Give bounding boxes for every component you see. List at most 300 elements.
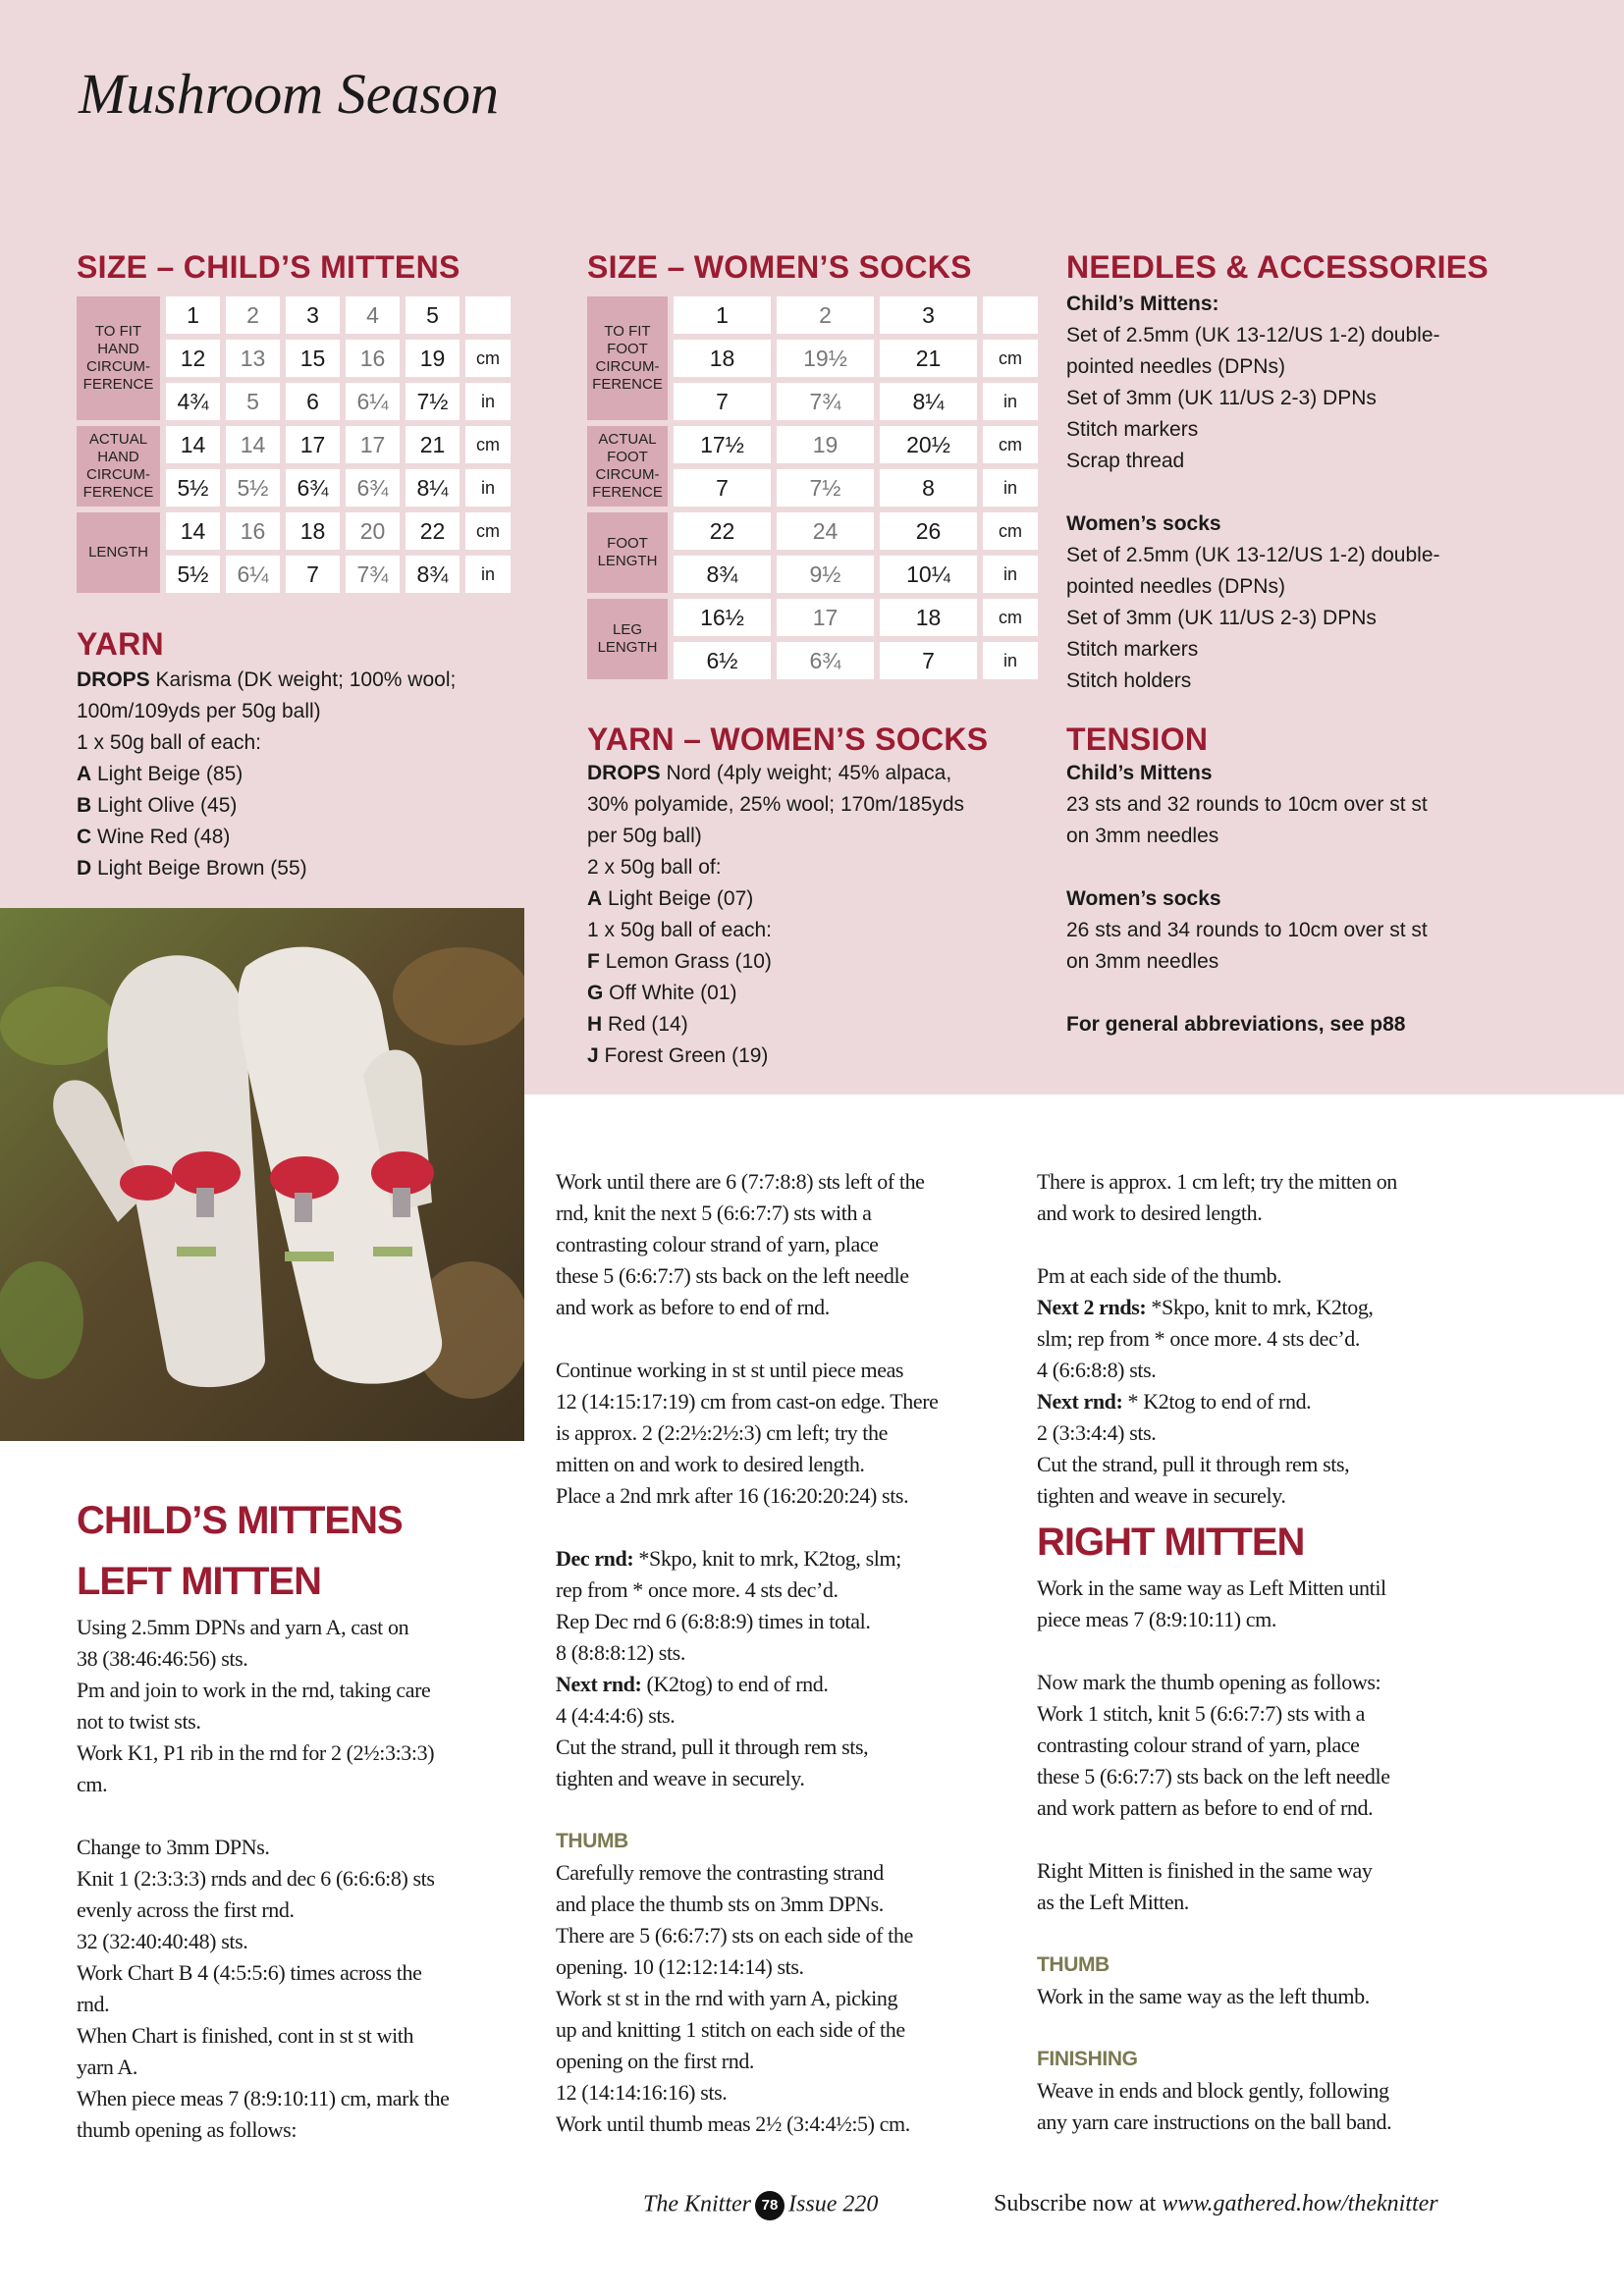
size-value-cell: 7 (674, 469, 771, 507)
tension-heading: TENSION (1066, 721, 1209, 757)
text-line (1037, 1417, 1498, 1449)
line-text: Weave in ends and block gently, following (1037, 2078, 1389, 2103)
bold-term: A (77, 763, 92, 785)
line-text: Now mark the thumb opening as follows: (1037, 1670, 1381, 1694)
line-text: When Chart is finished, cont in st st with (77, 2023, 414, 2048)
text-line (556, 1198, 1017, 1229)
text-line (1066, 821, 1428, 852)
text-line (1037, 1355, 1498, 1386)
magazine-name: The Knitter (643, 2191, 752, 2217)
size-value-cell: 2 (777, 296, 874, 334)
text-line (1066, 383, 1440, 414)
bold-term: For general abbreviations, see p88 (1066, 1013, 1406, 1036)
line-text: Using 2.5mm DPNs and yarn A, cast on (77, 1615, 409, 1639)
line-text: Scrap thread (1066, 450, 1185, 472)
line-text: opening on the first rnd. (556, 2049, 755, 2073)
line-text: and work as before to end of rnd. (556, 1295, 830, 1319)
footer-issue (643, 2191, 878, 2220)
text-line (77, 2020, 538, 2052)
size-value-cell: 17½ (674, 426, 771, 463)
text-line (77, 696, 456, 727)
size-value-cell: 8¾ (674, 556, 771, 593)
text-line (1037, 1730, 1498, 1761)
size-socks-heading: SIZE – WOMEN’S SOCKS (587, 249, 972, 285)
line-text: Red (14) (602, 1013, 688, 1036)
bold-term: Women’s socks (1066, 887, 1221, 910)
text-line (587, 821, 964, 852)
size-value-cell: 5½ (226, 469, 280, 507)
text-line (1037, 1198, 1498, 1229)
line-text: these 5 (6:6:7:7) sts back on the left needle (1037, 1764, 1390, 1789)
text-line (77, 1895, 538, 1926)
line-text: Knit 1 (2:3:3:3) rnds and dec 6 (6:6:6:8) sts (77, 1866, 435, 1891)
line-text: 2 x 50g ball of: (587, 856, 722, 879)
size-value-cell: 8¼ (406, 469, 460, 507)
line-text: Rep Dec rnd 6 (6:8:8:9) times in total. (556, 1609, 871, 1633)
text-line (1037, 1386, 1498, 1417)
line-text: is approx. 2 (2:2½:2½:3) cm left; try the (556, 1420, 888, 1445)
text-line (556, 1292, 1017, 1323)
text-line (1066, 634, 1440, 666)
size-value-cell: 17 (777, 599, 874, 636)
text-line (1037, 1166, 1498, 1198)
text-line (556, 1637, 1017, 1669)
line-text: 12 (14:14:16:16) sts. (556, 2080, 728, 2105)
line-text: Stitch markers (1066, 418, 1199, 441)
text-line (587, 978, 964, 1009)
size-value-cell: 20½ (880, 426, 977, 463)
line-text: Forest Green (19) (598, 1044, 769, 1067)
size-value-cell: 1 (674, 296, 771, 334)
text-line (1066, 351, 1440, 383)
line-text: When piece meas 7 (8:9:10:11) cm, mark the (77, 2086, 450, 2110)
line-text: on 3mm needles (1066, 825, 1219, 847)
line-text: Karisma (DK weight; 100% wool; (149, 668, 457, 691)
text-line (556, 2014, 1017, 2046)
text-line (1066, 446, 1440, 477)
line-text: Light Beige Brown (55) (91, 857, 307, 880)
size-value-cell: 14 (166, 512, 220, 550)
size-value-cell: 24 (777, 512, 874, 550)
size-value-cell: 5½ (166, 556, 220, 593)
size-value-cell: 6¼ (346, 383, 400, 420)
text-line (556, 1260, 1017, 1292)
line-text: these 5 (6:6:7:7) sts back on the left needle (556, 1263, 909, 1288)
line-text: Work Chart B 4 (4:5:5:6) times across the (77, 1960, 422, 1985)
bold-term: Dec rnd: (556, 1546, 634, 1571)
size-value-cell: 7 (286, 556, 340, 593)
size-value-cell: 19 (777, 426, 874, 463)
bold-term: DROPS (587, 762, 661, 784)
size-value-cell: 8¼ (880, 383, 977, 420)
size-socks-table (587, 296, 1038, 679)
line-text: as the Left Mitten. (1037, 1890, 1189, 1914)
line-text: Work K1, P1 rib in the rnd for 2 (2½:3:3:3) (77, 1740, 435, 1765)
line-text: Continue working in st st until piece meas (556, 1358, 904, 1382)
size-value-cell: 5 (406, 296, 460, 334)
bold-term: G (587, 982, 604, 1004)
bold-term: DROPS (77, 668, 150, 691)
size-row-label: ACTUAL HAND CIRCUM- FERENCE (77, 426, 160, 507)
line-text: (K2tog) to end of rnd. (641, 1672, 829, 1696)
line-text: Work in the same way as Left Mitten until (1037, 1575, 1386, 1600)
text-line (556, 1480, 1017, 1512)
size-value-cell: 3 (880, 296, 977, 334)
unit-cell: cm (465, 512, 511, 550)
text-line (556, 1669, 1017, 1700)
line-text: 2 (3:3:4:4) sts. (1037, 1420, 1157, 1445)
text-line (587, 946, 964, 978)
size-value-cell: 21 (880, 340, 977, 377)
pattern-column-2 (556, 1166, 1017, 2140)
line-text: * K2tog to end of rnd. (1122, 1389, 1312, 1414)
line-text: any yarn care instructions on the ball band. (1037, 2109, 1392, 2134)
size-value-cell: 1 (166, 296, 220, 334)
bold-term: Women’s socks (1066, 512, 1221, 535)
size-value-cell: 16 (346, 340, 400, 377)
text-line (1066, 320, 1440, 351)
text-line (77, 1926, 538, 1957)
size-value-cell: 16½ (674, 599, 771, 636)
text-line (556, 2046, 1017, 2077)
line-text: pointed needles (DPNs) (1066, 355, 1285, 378)
text-line (587, 915, 964, 946)
line-text: Work 1 stitch, knit 5 (6:6:7:7) sts with a (1037, 1701, 1366, 1726)
unit-cell: in (983, 383, 1038, 420)
text-line (556, 1543, 1017, 1575)
text-line (1066, 603, 1440, 634)
size-value-cell: 2 (226, 296, 280, 334)
size-value-cell: 17 (346, 426, 400, 463)
size-value-cell: 7½ (406, 383, 460, 420)
line-text: Work in the same way as the left thumb. (1037, 1984, 1370, 2008)
line-text: per 50g ball) (587, 825, 702, 847)
size-value-cell: 18 (674, 340, 771, 377)
bold-term: Next rnd: (1037, 1389, 1123, 1414)
bold-term: B (77, 794, 92, 817)
page-title: Mushroom Season (79, 62, 500, 126)
text-line (556, 1951, 1017, 1983)
bold-term: Child’s Mittens (1066, 762, 1213, 784)
line-text: rnd, knit the next 5 (6:6:7:7) sts with a (556, 1201, 872, 1225)
text-line (77, 1832, 538, 1863)
size-value-cell: 6¾ (286, 469, 340, 507)
blank-line (1037, 1635, 1498, 1667)
line-text: tighten and weave in securely. (556, 1766, 805, 1790)
line-text: Set of 3mm (UK 11/US 2-3) DPNs (1066, 387, 1377, 409)
size-value-cell: 3 (286, 296, 340, 334)
size-value-cell: 20 (346, 512, 400, 550)
line-text: opening. 10 (12:12:14:14) sts. (556, 1954, 804, 1979)
size-mittens-table (77, 296, 511, 593)
unit-cell: in (983, 469, 1038, 507)
text-line (77, 1737, 538, 1769)
size-value-cell: 8 (880, 469, 977, 507)
size-value-cell: 19 (406, 340, 460, 377)
section-heading: LEFT MITTEN (77, 1560, 321, 1603)
size-value-cell: 7¾ (346, 556, 400, 593)
line-text: Pm and join to work in the rnd, taking care (77, 1678, 431, 1702)
text-line (1037, 1667, 1498, 1698)
line-text: tighten and weave in securely. (1037, 1483, 1286, 1508)
text-line (77, 853, 456, 884)
blank-line (77, 1800, 538, 1832)
line-text: Cut the strand, pull it through rem sts, (1037, 1452, 1350, 1476)
bold-term: Child’s Mittens: (1066, 293, 1219, 315)
text-line (77, 727, 456, 759)
pattern-column-1 (77, 1490, 538, 2146)
line-text: Work until thumb meas 2½ (3:4:4½:5) cm. (556, 2111, 910, 2136)
text-line (556, 1983, 1017, 2014)
line-text: 12 (14:15:17:19) cm from cast-on edge. There (556, 1389, 939, 1414)
text-line (77, 665, 456, 696)
bold-term: A (587, 887, 603, 910)
line-text: *Skpo, knit to mrk, K2tog, slm; (633, 1546, 901, 1571)
line-text: There is approx. 1 cm left; try the mitten on (1037, 1169, 1397, 1194)
text-line (1037, 1981, 1498, 2012)
text-line (1037, 1260, 1498, 1292)
unit-cell (465, 296, 511, 334)
line-text: and place the thumb sts on 3mm DPNs. (556, 1892, 884, 1916)
text-line (77, 1769, 538, 1800)
text-line (77, 1957, 538, 1989)
line-text: 1 x 50g ball of each: (587, 919, 772, 941)
subscribe-text: Subscribe now at (994, 2191, 1157, 2216)
size-value-cell: 15 (286, 340, 340, 377)
text-line (1037, 1573, 1498, 1604)
size-value-cell: 16 (226, 512, 280, 550)
unit-cell: cm (983, 512, 1038, 550)
line-text: 4 (6:6:8:8) sts. (1037, 1358, 1157, 1382)
text-line (556, 1732, 1017, 1763)
text-line (587, 758, 964, 789)
text-line (587, 852, 964, 883)
text-line (1066, 571, 1440, 603)
size-value-cell: 4¾ (166, 383, 220, 420)
size-value-cell: 9½ (777, 556, 874, 593)
line-text: thumb opening as follows: (77, 2117, 298, 2142)
text-line (1037, 1698, 1498, 1730)
size-value-cell: 4 (346, 296, 400, 334)
line-text: There are 5 (6:6:7:7) sts on each side of the (556, 1923, 913, 1948)
size-row-label: LENGTH (77, 512, 160, 593)
size-value-cell: 10¼ (880, 556, 977, 593)
section-heading: CHILD’S MITTENS (77, 1499, 403, 1542)
size-value-cell: 19½ (777, 340, 874, 377)
size-value-cell: 22 (674, 512, 771, 550)
text-line (1066, 414, 1440, 446)
text-line (556, 1166, 1017, 1198)
unit-cell: cm (983, 426, 1038, 463)
size-value-cell: 7½ (777, 469, 874, 507)
line-text: evenly across the first rnd. (77, 1897, 295, 1922)
line-text: Lemon Grass (10) (599, 950, 772, 973)
needles-list (1066, 289, 1440, 697)
text-line (77, 759, 456, 790)
mittens-photo (0, 908, 524, 1441)
size-row-label: LEG LENGTH (587, 599, 668, 679)
line-text: 30% polyamide, 25% wool; 170m/185yds (587, 793, 965, 816)
text-line (1066, 666, 1440, 697)
size-value-cell: 6¾ (777, 642, 874, 679)
line-text: Work until there are 6 (7:7:8:8) sts left of the (556, 1169, 925, 1194)
text-line (1037, 1480, 1498, 1512)
size-value-cell: 6¾ (346, 469, 400, 507)
text-line (1037, 2107, 1498, 2138)
blank-line (1037, 1918, 1498, 1949)
size-row-label: ACTUAL FOOT CIRCUM- FERENCE (587, 426, 668, 507)
blank-line (1037, 2012, 1498, 2044)
text-line (77, 1612, 538, 1643)
issue-number: Issue 220 (788, 2191, 879, 2217)
text-line (77, 2083, 538, 2114)
line-text: slm; rep from * once more. 4 sts dec’d. (1037, 1326, 1360, 1351)
size-value-cell: 21 (406, 426, 460, 463)
line-text: piece meas 7 (8:9:10:11) cm. (1037, 1607, 1276, 1631)
text-line (1037, 1323, 1498, 1355)
unit-cell: cm (983, 599, 1038, 636)
yarn-heading: YARN (77, 626, 164, 662)
bold-term: F (587, 950, 600, 973)
line-text: Set of 2.5mm (UK 13-12/US 1-2) double- (1066, 324, 1440, 347)
text-line (556, 1417, 1017, 1449)
blank-line (1037, 1824, 1498, 1855)
blank-line (556, 1323, 1017, 1355)
line-text: Set of 2.5mm (UK 13-12/US 1-2) double- (1066, 544, 1440, 566)
line-text: pointed needles (DPNs) (1066, 575, 1285, 598)
size-value-cell: 6½ (674, 642, 771, 679)
text-line (1037, 1449, 1498, 1480)
bold-term: D (77, 857, 92, 880)
line-text: Work st st in the rnd with yarn A, picking (556, 1986, 898, 2010)
line-text: yarn A. (77, 2055, 137, 2079)
text-line (556, 1606, 1017, 1637)
line-text: and work pattern as before to end of rnd. (1037, 1795, 1374, 1820)
bold-term: H (587, 1013, 603, 1036)
size-row-label: FOOT LENGTH (587, 512, 668, 593)
subsection-heading: FINISHING (1037, 2048, 1138, 2070)
text-line (587, 789, 964, 821)
text-line (77, 1706, 538, 1737)
text-line (1037, 1855, 1498, 1887)
line-text: 32 (32:40:40:48) sts. (77, 1929, 248, 1953)
text-line (77, 2052, 538, 2083)
size-value-cell: 6¼ (226, 556, 280, 593)
line-text: Stitch markers (1066, 638, 1199, 661)
size-value-cell: 6 (286, 383, 340, 420)
text-line (556, 1386, 1017, 1417)
text-line (587, 1041, 964, 1072)
line-text: Cut the strand, pull it through rem sts, (556, 1735, 869, 1759)
line-text: 1 x 50g ball of each: (77, 731, 261, 754)
line-text: Wine Red (48) (91, 826, 231, 848)
text-line (556, 1763, 1017, 1794)
bold-term: Next rnd: (556, 1672, 642, 1696)
line-text: 23 sts and 32 rounds to 10cm over st st (1066, 793, 1428, 816)
text-line (1037, 2075, 1498, 2107)
size-value-cell: 18 (286, 512, 340, 550)
line-text: Change to 3mm DPNs. (77, 1835, 270, 1859)
line-text: contrasting colour strand of yarn, place (1037, 1733, 1360, 1757)
size-value-cell: 5½ (166, 469, 220, 507)
yarn-mittens-list (77, 665, 456, 884)
blank-line (1066, 978, 1428, 1009)
text-line (556, 2109, 1017, 2140)
line-text: 26 sts and 34 rounds to 10cm over st st (1066, 919, 1428, 941)
text-line (587, 883, 964, 915)
text-line (77, 2114, 538, 2146)
unit-cell (983, 296, 1038, 334)
line-text: on 3mm needles (1066, 950, 1219, 973)
page-number: 78 (755, 2191, 785, 2220)
size-value-cell: 7 (880, 642, 977, 679)
text-line (556, 1355, 1017, 1386)
text-line (556, 2077, 1017, 2109)
text-line (556, 1920, 1017, 1951)
needles-heading: NEEDLES & ACCESSORIES (1066, 249, 1489, 285)
size-value-cell: 22 (406, 512, 460, 550)
line-text: not to twist sts. (77, 1709, 201, 1734)
text-line (77, 1643, 538, 1675)
pattern-column-3 (1037, 1166, 1498, 2138)
size-value-cell: 26 (880, 512, 977, 550)
size-value-cell: 14 (166, 426, 220, 463)
line-text: Set of 3mm (UK 11/US 2-3) DPNs (1066, 607, 1377, 629)
line-text: cm. (77, 1772, 108, 1796)
line-text: mitten on and work to desired length. (556, 1452, 865, 1476)
line-text: Stitch holders (1066, 669, 1192, 692)
text-line (1066, 1009, 1428, 1041)
bold-term: C (77, 826, 92, 848)
text-line (556, 1449, 1017, 1480)
unit-cell: in (983, 642, 1038, 679)
line-text: 100m/109yds per 50g ball) (77, 700, 321, 722)
blank-line (1066, 477, 1440, 508)
unit-cell: cm (465, 340, 511, 377)
text-line (556, 1229, 1017, 1260)
text-line (1037, 1761, 1498, 1792)
unit-cell: in (983, 556, 1038, 593)
blank-line (556, 1512, 1017, 1543)
yarn-socks-heading: YARN – WOMEN’S SOCKS (587, 721, 989, 757)
line-text: 38 (38:46:46:56) sts. (77, 1646, 248, 1671)
size-value-cell: 14 (226, 426, 280, 463)
line-text: up and knitting 1 stitch on each side of the (556, 2017, 905, 2042)
line-text: Right Mitten is finished in the same way (1037, 1858, 1373, 1883)
line-text: Nord (4ply weight; 45% alpaca, (660, 762, 952, 784)
bold-term: J (587, 1044, 599, 1067)
size-mittens-heading: SIZE – CHILD’S MITTENS (77, 249, 460, 285)
blank-line (1037, 1229, 1498, 1260)
text-line (1066, 946, 1428, 978)
unit-cell: in (465, 383, 511, 420)
size-value-cell: 8¾ (406, 556, 460, 593)
text-line (556, 1889, 1017, 1920)
section-heading: RIGHT MITTEN (1037, 1521, 1305, 1564)
line-text: 4 (4:4:4:6) sts. (556, 1703, 676, 1728)
footer-subscribe (994, 2191, 1438, 2217)
line-text: Light Beige (85) (91, 763, 244, 785)
unit-cell: cm (465, 426, 511, 463)
blank-line (556, 1794, 1017, 1826)
text-line (587, 1009, 964, 1041)
line-text: Pm at each side of the thumb. (1037, 1263, 1282, 1288)
subscribe-link[interactable]: www.gathered.how/theknitter (1162, 2191, 1438, 2216)
text-line (1066, 540, 1440, 571)
size-row-label: TO FIT HAND CIRCUM- FERENCE (77, 296, 160, 420)
text-line (1037, 1887, 1498, 1918)
line-text: rep from * once more. 4 sts dec’d. (556, 1577, 839, 1602)
